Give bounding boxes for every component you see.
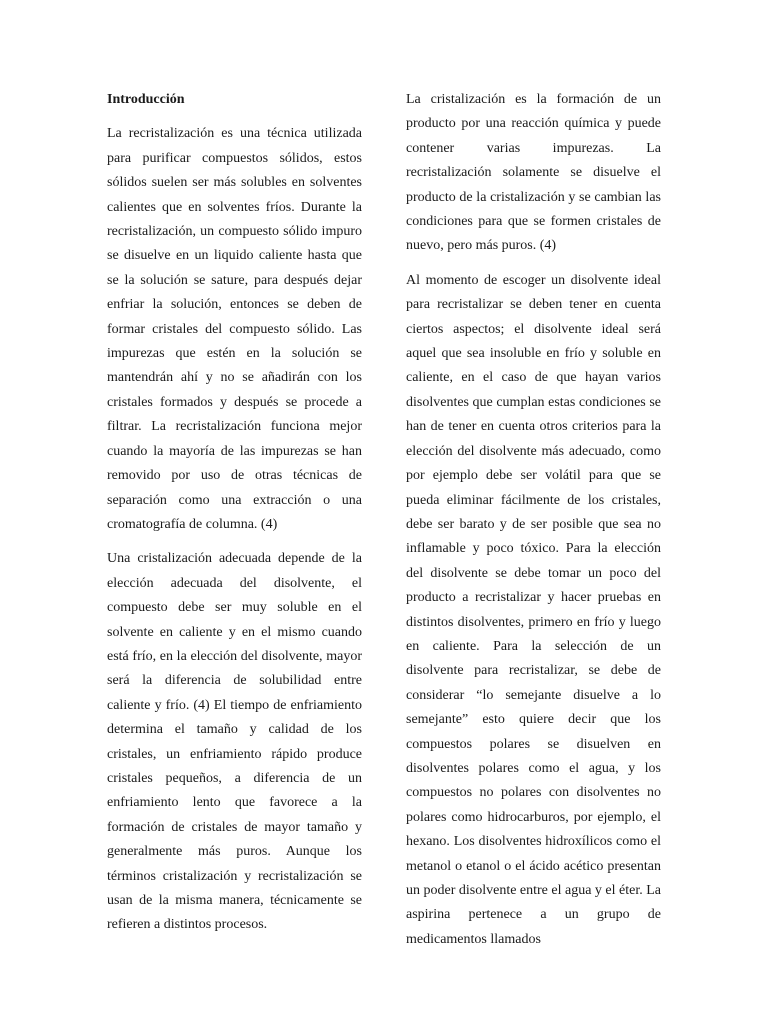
paragraph-right-1: La cristalización es la formación de un producto por una reacción química y puede contener varias impurezas. La recristalización solamente se disuelve el producto de la cristalización y se cambian las condiciones para que se formen cristales de nuevo, pero más puros. (4) — [406, 92, 661, 254]
paragraph-right-2: Al momento de escoger un disolvente ideal para recristalizar se deben tener en cuenta ciertos aspectos; el disolvente ideal será aquel que sea insoluble en frío y soluble en caliente, en el caso de que hayan varios disolventes que cumplan estas condiciones se han de tener en cuenta otros criterios para la elección del disolvente más adecuado, como por ejemplo debe ser volátil para que se pueda eliminar fácilmente de los cristales, debe ser barato y de ser posible que sea no inflamable y poco tóxico. Para la elección del disolvente se debe tomar un poco del producto a recristalizar y hacer pruebas en distintos disolventes, primero en frío y luego en caliente. Para la selección de un disolvente para recristalizar, se debe de considerar “lo semejante disuelve a lo semejante” esto quiere decir que los compuestos polares se disuelven en disolventes polares como el agua, y los compuestos no polares con disolventes no polares como hidrocarburos, por ejemplo, el hexano. Los disolventes hidroxílicos como el metanol o etanol o el ácido acético presentan un poder disolvente entre el agua y el éter. La aspirina pertenece a un grupo de medicamentos llamados — [406, 272, 662, 947]
right-column-clip — [406, 0, 662, 947]
right-column — [406, 88, 661, 962]
paragraph-left-2: Una cristalización adecuada depende de la elección adecuada del disolvente, el compuesto debe ser muy soluble en el solvente en caliente y en el mismo cuando está frío, en la elección del disolvente, mayor será la diferencia de solubilidad entre caliente y frío. (4) El tiempo de enfriamiento determina el tamaño y calidad de los cristales, un enfriamiento rápido produce cristales pequeños, a diferencia de un enfriamiento lento que favorece a la formación de cristales de mayor tamaño y generalmente más puros. Aunque los términos cristalización y recristalización se usan de la misma manera, técnicamente se refieren a distintos procesos. — [107, 551, 362, 933]
paragraph-left-1: La recristalización es una técnica utilizada para purificar compuestos sólidos, estos sólidos suelen ser más solubles en solventes calientes que en solventes fríos. Durante la recristalización, un compuesto sólido impuro se disuelve en un liquido caliente hasta que se la solución se sature, para después dejar enfriar la solución, entonces se deben de formar cristales del compuesto sólido. Las impurezas que estén en la solución se mantendrán ahí y no se añadirán con los cristales formados y después se procede a filtrar. La recristalización funciona mejor cuando la mayoría de las impurezas se han removido por uso de otras técnicas de separación como una extracción o una cromatografía de columna. (4) — [107, 126, 362, 532]
section-heading: Introducción — [107, 92, 185, 107]
left-column — [107, 88, 362, 948]
